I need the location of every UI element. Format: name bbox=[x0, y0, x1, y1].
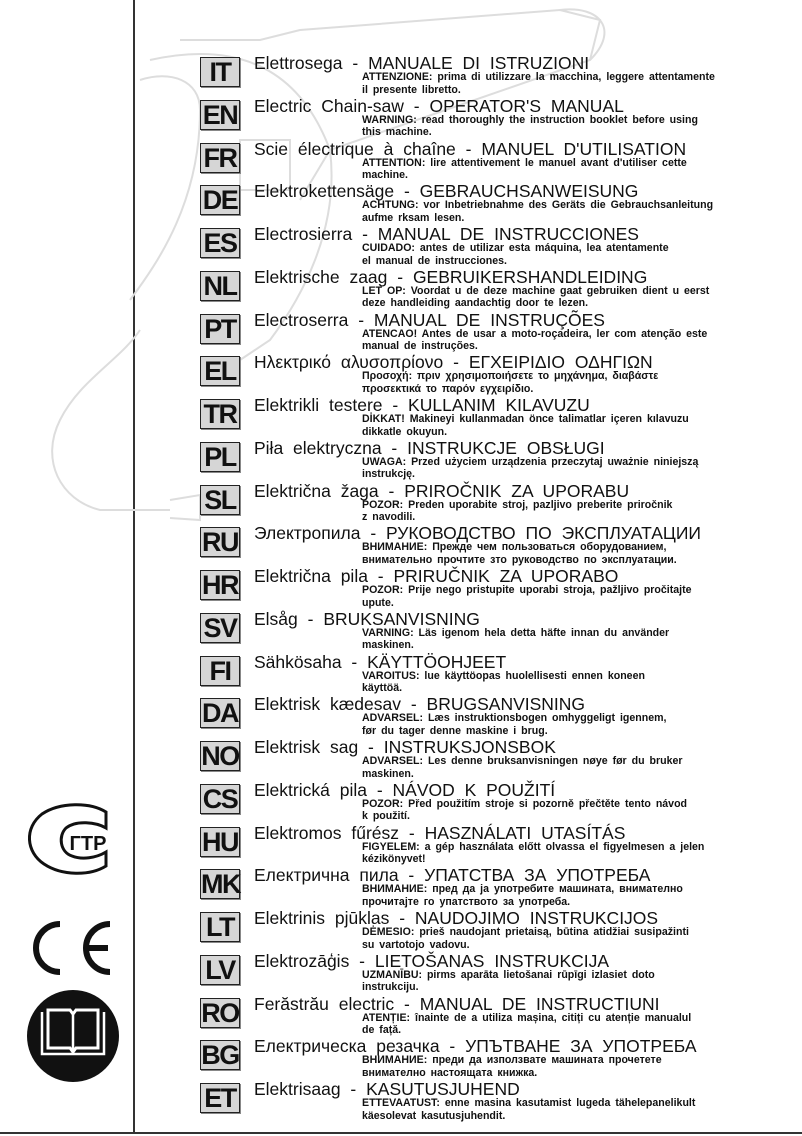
language-code-badge: DE bbox=[200, 185, 240, 215]
language-code-badge: MK bbox=[201, 869, 240, 900]
warning-text: ATTENTION: lire attentivement le manuel avant d'utiliser cette machine. bbox=[362, 156, 687, 181]
warning-text: FIGYELEM: a gép használata előtt olvassa el figyelmesen a jelen kézikönyvet! bbox=[362, 840, 705, 865]
warning-text: ВНИМАНИЕ: пред да ја употребите машината, внимателно прочитајте го упатството за употреба. bbox=[362, 883, 683, 908]
manual-title: Elektrisaag - KASUTUSJUHEND bbox=[254, 1079, 520, 1099]
warning-text: ATENCAO! Antes de usar a moto-roçadeira, ler com atenção este manual de instruções. bbox=[362, 327, 708, 352]
manual-title: Elektrinis pjūklas - NAUDOJIMO INSTRUKCIJOS bbox=[254, 908, 659, 928]
warning-text: ACHTUNG: vor Inbetriebnahme des Geräts die Gebrauchsanleitung aufme rksam lesen. bbox=[362, 199, 714, 224]
language-code-badge: HR bbox=[202, 570, 238, 600]
manual-title: Електрическа резачка - УПЪТВАНЕ ЗА УПОТРЕБА bbox=[254, 1036, 697, 1057]
manual-title: Elektrická pila - NÁVOD K POUŽITÍ bbox=[254, 779, 556, 800]
manual-title: Elettrosega - MANUALE DI ISTRUZIONI bbox=[254, 53, 590, 73]
manual-title: Električna pila - PRIRUČNIK ZA UPORABO bbox=[254, 566, 619, 586]
language-entry-ro bbox=[200, 993, 800, 1038]
language-entry-ru bbox=[200, 525, 800, 567]
language-code-badge: RU bbox=[202, 527, 238, 558]
language-entry-no bbox=[200, 739, 800, 781]
manual-title: Elektrikli testere - KULLANIM KILAVUZU bbox=[254, 395, 590, 415]
manual-title: Ferăstrău electric - MANUAL DE INSTRUCTIUNI bbox=[254, 993, 660, 1014]
manual-title: Elektrische zaag - GEBRUIKERSHANDLEIDING bbox=[254, 266, 648, 287]
manual-title: Električna žaga - PRIROČNIK ZA UPORABU bbox=[254, 480, 630, 501]
language-entry-et bbox=[200, 1081, 800, 1123]
language-entry-fr bbox=[200, 138, 800, 183]
language-code-badge: DA bbox=[202, 698, 238, 729]
language-code-badge: SV bbox=[200, 613, 240, 643]
language-entry-el bbox=[200, 354, 800, 396]
warning-text: LET OP: Voordat u de deze machine gaat gebruiken dient u eerst deze handleiding aandachtig door te lezen. bbox=[362, 284, 710, 310]
language-code-badge: TR bbox=[200, 399, 240, 429]
language-entry-da bbox=[200, 696, 800, 738]
language-code-badge: HU bbox=[202, 826, 238, 857]
language-code-badge: EN bbox=[200, 100, 240, 130]
language-entry-it bbox=[200, 55, 800, 97]
manual-title: Elektromos fűrész - HASZNÁLATI UTASÍTÁS bbox=[254, 822, 626, 843]
manual-title: Електрична пила - УПАТСТВА ЗА УПОТРЕБА bbox=[254, 865, 651, 886]
language-entry-lv bbox=[200, 950, 800, 995]
warning-text: ATTENZIONE: prima di utilizzare la macchina, leggere attentamente il presente libretto. bbox=[362, 71, 715, 96]
warning-text: POZOR: Preden uporabite stroj, pazljivo preberite priročnik z navodili. bbox=[362, 498, 673, 523]
language-code-badge: FI bbox=[200, 656, 240, 686]
read-manual-book-icon bbox=[20, 988, 120, 1084]
manual-title: Электропила - РУКОВОДСТВО ПО ЭКСПЛУАТАЦИИ bbox=[254, 523, 701, 544]
manual-title: Elektrisk kædesav - BRUGSANVISNING bbox=[254, 694, 586, 715]
ce-mark-icon bbox=[20, 918, 120, 978]
warning-text: ADVARSEL: Læs instruktionsbogen omhyggeligt igennem, før du tager denne maskine i brug. bbox=[362, 712, 667, 737]
language-code-badge: ET bbox=[200, 1083, 240, 1113]
language-entry-pl bbox=[200, 437, 800, 482]
warning-text: ETTEVAATUST: enne masina kasutamist lugeda tähelepanelikult käesolevat kasutusjuhendit. bbox=[362, 1097, 696, 1122]
manual-title: Elektrozāģis - LIETOŠANAS INSTRUKCIJA bbox=[254, 950, 610, 971]
manual-title: Electrosierra - MANUAL DE INSTRUCCIONES bbox=[254, 224, 639, 244]
manual-title: Scie électrique à chaîne - MANUEL D'UTILISATION bbox=[254, 138, 687, 159]
language-code-badge: PL bbox=[200, 442, 240, 472]
language-entry-de bbox=[200, 183, 800, 225]
language-entry-sv bbox=[200, 608, 800, 653]
warning-text: VAROITUS: lue käyttöopas huolellisesti ennen koneen käyttöä. bbox=[362, 669, 645, 694]
language-code-badge: ES bbox=[200, 228, 240, 258]
warning-text: ВНИМАНИЕ: преди да използвате машината прочетете внимателно настоящата книжка. bbox=[362, 1054, 662, 1079]
warning-text: ATENȚIE: înainte de a utiliza mașina, citiți cu atenție manualul de față. bbox=[362, 1011, 692, 1036]
language-entry-hu bbox=[200, 822, 800, 867]
language-code-badge: FR bbox=[200, 143, 240, 173]
language-code-badge: NO bbox=[201, 741, 239, 771]
warning-text: WARNING: read thoroughly the instruction booklet before using this machine. bbox=[362, 113, 698, 139]
language-entry-tr bbox=[200, 397, 800, 439]
warning-text: Προσοχή: πριν χρησιμοποιήσετε το μηχάνημα, διαβάστε προσεκτικά το παρόν εγχειρίδιο. bbox=[362, 370, 659, 395]
manual-title: Elektrokettensäge - GEBRAUCHSANWEISUNG bbox=[254, 181, 639, 202]
language-entry-lt bbox=[200, 910, 800, 952]
manual-title: Ηλεκτρικό αλυσοπρίονο - ΕΓΧΕΙΡΙΔΙΟ ΟΔΗΓΙΩΝ bbox=[254, 352, 653, 373]
warning-text: POZOR: Před použitím stroje si pozorně přečtěte tento návod k použití. bbox=[362, 797, 688, 823]
language-code-badge: LV bbox=[200, 955, 240, 985]
manual-title: Electric Chain-saw - OPERATOR'S MANUAL bbox=[254, 95, 624, 116]
warning-text: DİKKAT! Makineyi kullanmadan önce talimatlar içeren kılavuzu dikkatle okuyun. bbox=[362, 413, 689, 438]
margin-rule-vertical bbox=[133, 0, 135, 1134]
language-entry-en bbox=[200, 95, 800, 140]
warning-text: POZOR: Prije nego pristupite uporabi stroja, pažljivo pročitajte upute. bbox=[362, 584, 692, 609]
warning-text: VARNING: Läs igenom hela detta häfte innan du använder maskinen. bbox=[362, 626, 670, 652]
language-code-badge: IT bbox=[200, 57, 240, 87]
language-entry-cs bbox=[200, 779, 800, 824]
language-entry-fi bbox=[200, 651, 800, 696]
manual-title: Elektrisk sag - INSTRUKSJONSBOK bbox=[254, 737, 556, 757]
manual-title: Sähkösaha - KÄYTTÖOHJEET bbox=[254, 651, 507, 672]
language-code-badge: EL bbox=[200, 356, 240, 386]
language-entry-es bbox=[200, 226, 800, 268]
margin-rule-bottom bbox=[0, 1132, 802, 1134]
language-entry-pt bbox=[200, 309, 800, 354]
language-code-badge: PT bbox=[200, 314, 240, 344]
warning-text: UWAGA: Przed użyciem urządzenia przeczytaj uważnie niniejszą instrukcję. bbox=[362, 455, 699, 481]
manual-title: Piła elektryczna - INSTRUKCJE OBSŁUGI bbox=[254, 437, 605, 458]
eac-logo-text: ГТР bbox=[69, 833, 107, 855]
manual-title: Elsåg - BRUKSANVISNING bbox=[254, 608, 480, 629]
language-code-badge: LT bbox=[200, 912, 240, 942]
warning-text: ADVARSEL: Les denne bruksanvisningen nøye før du bruker maskinen. bbox=[362, 755, 683, 780]
language-code-badge: BG bbox=[201, 1040, 239, 1071]
warning-text: UZMANĪBU: pirms aparāta lietošanai rūpīgi izlasiet doto instrukciju. bbox=[362, 968, 655, 994]
language-code-badge: CS bbox=[200, 784, 240, 814]
language-entry-mk bbox=[200, 867, 800, 909]
language-entry-bg bbox=[200, 1038, 800, 1080]
language-code-badge: RO bbox=[201, 997, 239, 1028]
manual-title: Electroserra - MANUAL DE INSTRUÇÕES bbox=[254, 309, 605, 330]
language-code-badge: SL bbox=[200, 485, 240, 515]
eac-certification-icon bbox=[20, 800, 120, 880]
language-entry-nl bbox=[200, 266, 800, 311]
language-entry-sl bbox=[200, 480, 800, 525]
warning-text: ВНИМАНИЕ: Прежде чем пользоваться оборудованием, внимательно прочтите зто руководство по эксплуатации. bbox=[362, 541, 677, 566]
warning-text: CUIDADO: antes de utilizar esta máquina, lea atentamente el manual de instrucciones. bbox=[362, 242, 669, 267]
language-entry-hr bbox=[200, 568, 800, 610]
warning-text: DĖMESIO: prieš naudojant prietaisą, būtina atidžiai susipažinti su vartotojo vadovu. bbox=[362, 926, 689, 951]
language-code-badge: NL bbox=[200, 271, 240, 301]
